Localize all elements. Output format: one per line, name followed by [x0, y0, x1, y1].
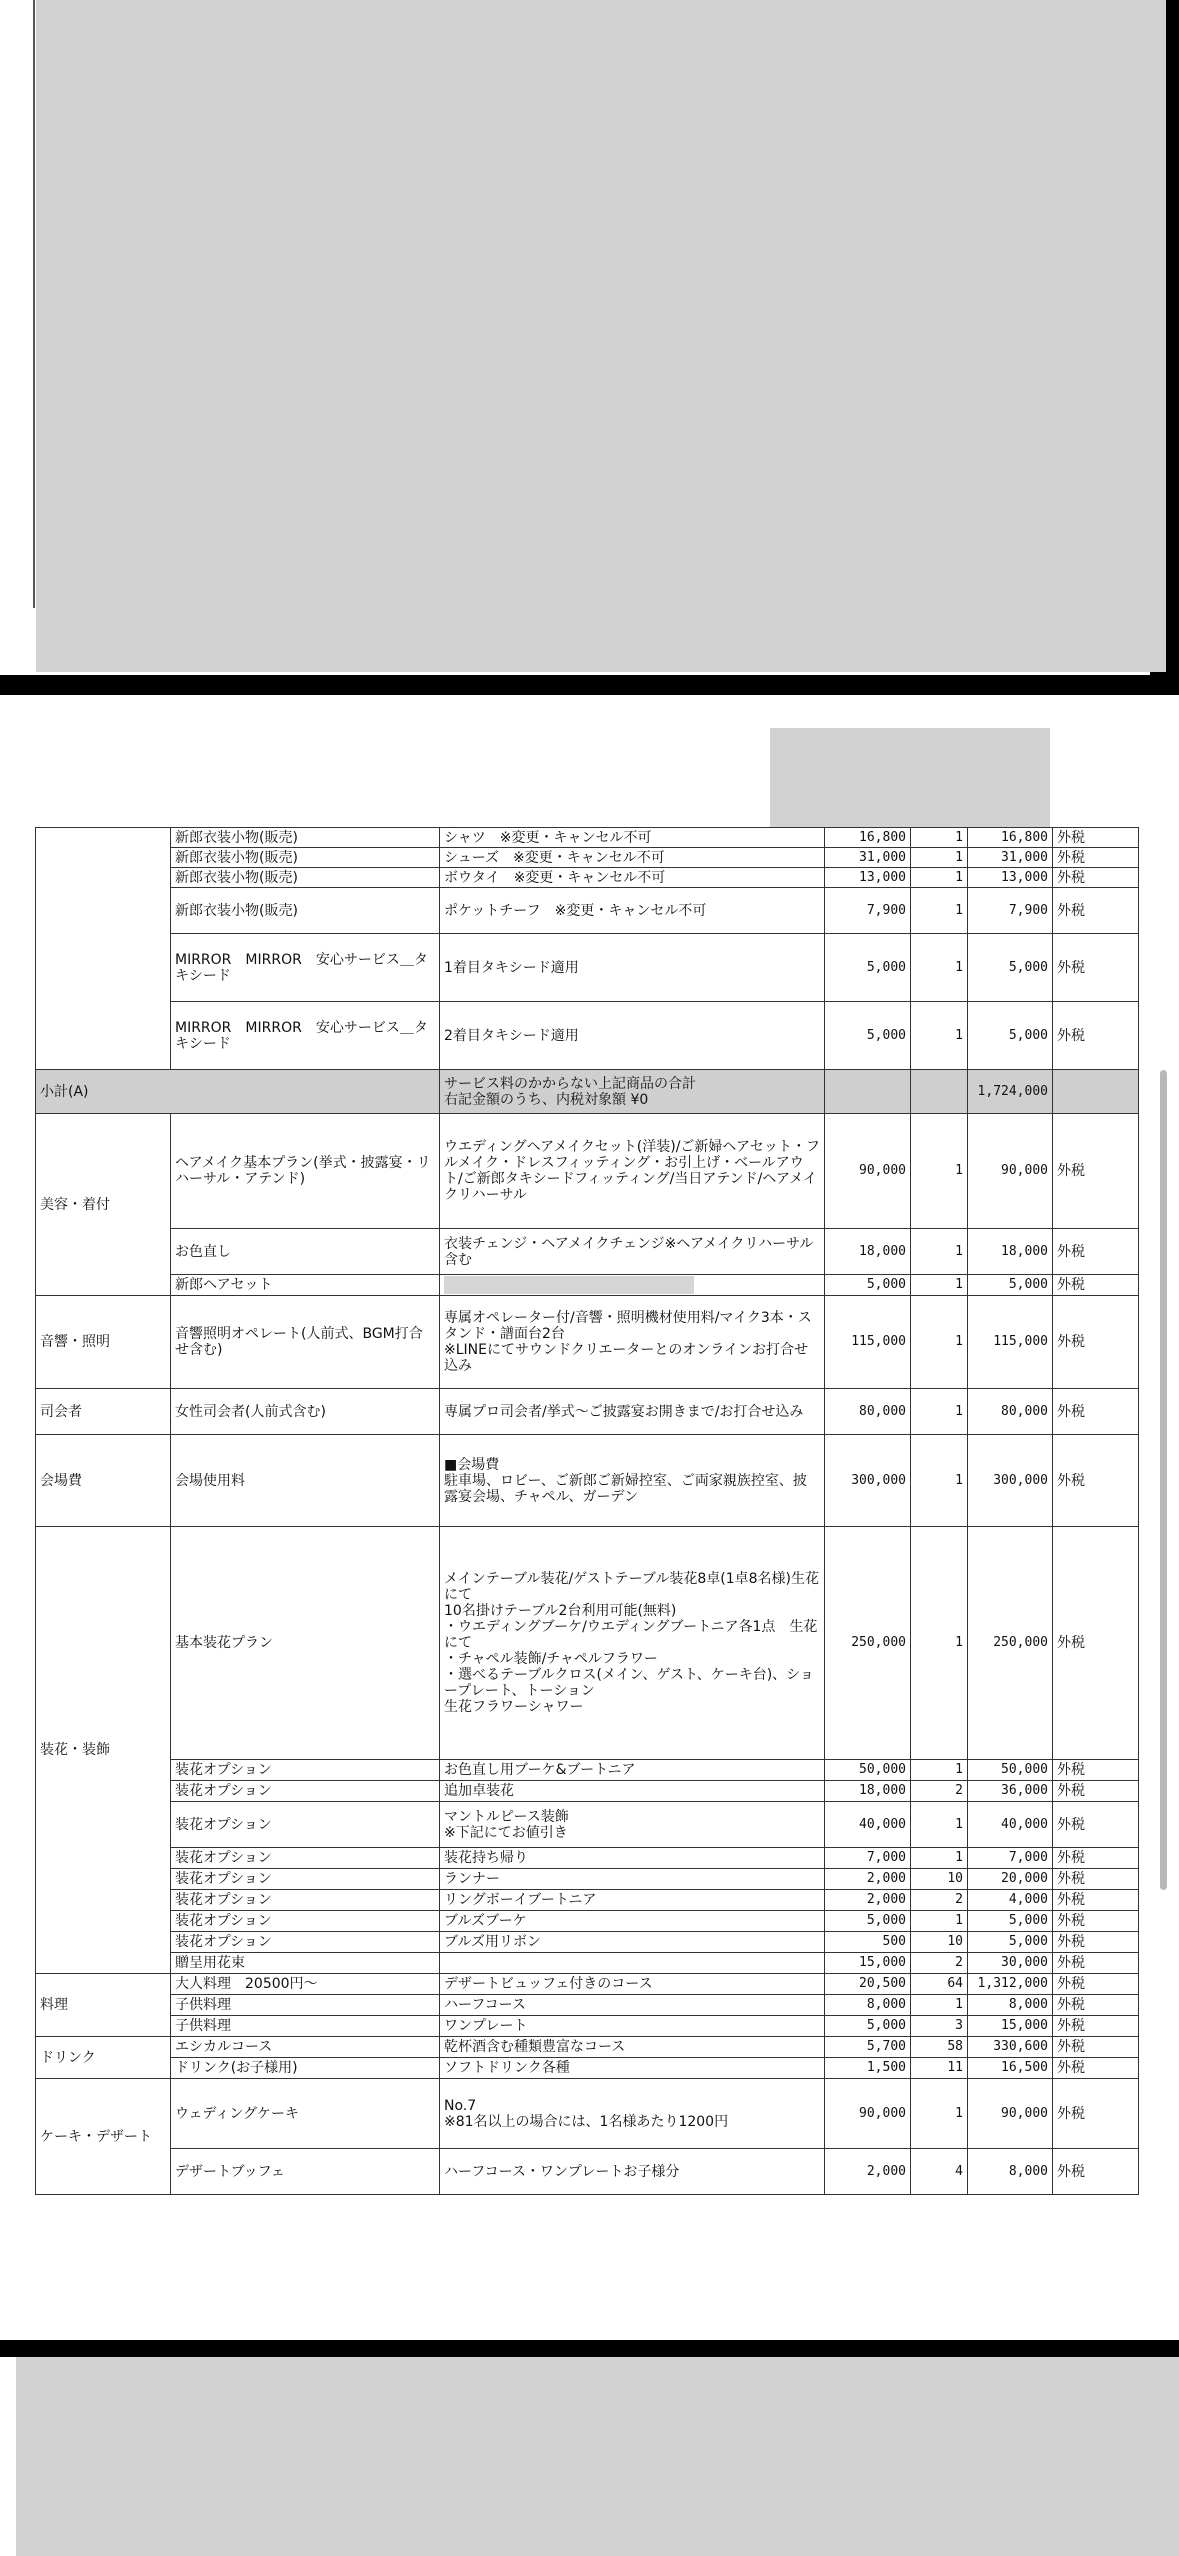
redacted-text: [444, 1276, 694, 1294]
quantity: 1: [911, 1389, 968, 1435]
item-description: ソフトドリンク各種: [440, 2058, 825, 2079]
tax-type: 外税: [1053, 1848, 1139, 1869]
unit-price: 2,000: [825, 1869, 911, 1890]
unit-price: 5,000: [825, 934, 911, 1002]
unit-price: 90,000: [825, 1114, 911, 1229]
amount: 1,312,000: [968, 1974, 1053, 1995]
unit-price: 5,000: [825, 1275, 911, 1296]
table-row: [36, 1781, 1139, 1802]
tax-type: 外税: [1053, 1974, 1139, 1995]
unit-price: 7,000: [825, 1848, 911, 1869]
quantity: 1: [911, 1911, 968, 1932]
category-cell: 会場費: [36, 1435, 171, 1527]
table-row: [36, 1890, 1139, 1911]
item-description: ハーフコース: [440, 1995, 825, 2016]
quantity: 1: [911, 934, 968, 1002]
unit-price: 80,000: [825, 1389, 911, 1435]
tax-type: 外税: [1053, 1389, 1139, 1435]
item-name: 装花オプション: [171, 1932, 440, 1953]
table-row: [36, 1527, 1139, 1760]
item-name: お色直し: [171, 1229, 440, 1275]
amount: 80,000: [968, 1389, 1053, 1435]
quantity: 1: [911, 848, 968, 868]
estimate-table: [35, 827, 1139, 2195]
amount: 8,000: [968, 2149, 1053, 2195]
tax-type: 外税: [1053, 1275, 1139, 1296]
quantity: 1: [911, 828, 968, 848]
quantity: 2: [911, 1953, 968, 1974]
tax-type: 外税: [1053, 1911, 1139, 1932]
amount: 300,000: [968, 1435, 1053, 1527]
amount: 115,000: [968, 1296, 1053, 1389]
item-name: ドリンク(お子様用): [171, 2058, 440, 2079]
tax-type: 外税: [1053, 1002, 1139, 1070]
unit-price: 18,000: [825, 1229, 911, 1275]
unit-price: 50,000: [825, 1760, 911, 1781]
subtotal-description: サービス料のかからない上記商品の合計 右記金額のうち、内税対象額 ¥0: [440, 1070, 825, 1114]
item-name: 新郎ヘアセット: [171, 1275, 440, 1296]
amount: 40,000: [968, 1802, 1053, 1848]
tax-type: 外税: [1053, 1435, 1139, 1527]
table-row: [36, 888, 1139, 934]
item-name: 装花オプション: [171, 1911, 440, 1932]
item-description: 2着目タキシード適用: [440, 1002, 825, 1070]
quantity: 2: [911, 1781, 968, 1802]
amount: 50,000: [968, 1760, 1053, 1781]
quantity: 10: [911, 1869, 968, 1890]
subtotal-tax: [1053, 1070, 1139, 1114]
tax-type: 外税: [1053, 1802, 1139, 1848]
table-row: [36, 828, 1139, 848]
unit-price: 115,000: [825, 1296, 911, 1389]
unit-price: 16,800: [825, 828, 911, 848]
table-row: [36, 1911, 1139, 1932]
subtotal-amount: 1,724,000: [968, 1070, 1053, 1114]
unit-price: 8,000: [825, 1995, 911, 2016]
table-row: [36, 1995, 1139, 2016]
item-description: 乾杯酒含む種類豊富なコース: [440, 2037, 825, 2058]
amount: 15,000: [968, 2016, 1053, 2037]
category-cell: 装花・装飾: [36, 1527, 171, 1974]
item-name: 贈呈用花束: [171, 1953, 440, 1974]
item-name: デザートブッフェ: [171, 2149, 440, 2195]
item-description: ポケットチーフ ※変更・キャンセル不可: [440, 888, 825, 934]
tax-type: 外税: [1053, 1760, 1139, 1781]
category-cell: 司会者: [36, 1389, 171, 1435]
item-description: マントルピース装飾 ※下記にてお値引き: [440, 1802, 825, 1848]
item-name: 装花オプション: [171, 1781, 440, 1802]
unit-price: 1,500: [825, 2058, 911, 2079]
quantity: 1: [911, 888, 968, 934]
quantity: 10: [911, 1932, 968, 1953]
tax-type: 外税: [1053, 2079, 1139, 2149]
table-row: [36, 1848, 1139, 1869]
quantity: 1: [911, 1527, 968, 1760]
table-row: [36, 1435, 1139, 1527]
amount: 30,000: [968, 1953, 1053, 1974]
category-cell: ドリンク: [36, 2037, 171, 2079]
next-page: [0, 2357, 1179, 2556]
estimate-page: [0, 695, 1179, 2340]
tax-type: 外税: [1053, 1781, 1139, 1802]
table-row: [36, 2016, 1139, 2037]
category-cell: ケーキ・デザート: [36, 2079, 171, 2195]
amount: 13,000: [968, 868, 1053, 888]
unit-price: 13,000: [825, 868, 911, 888]
tax-type: 外税: [1053, 1296, 1139, 1389]
item-description: 専属プロ司会者/挙式〜ご披露宴お開きまで/お打合せ込み: [440, 1389, 825, 1435]
redacted-header-block: [770, 728, 1050, 828]
item-name: 装花オプション: [171, 1760, 440, 1781]
item-name: 新郎衣装小物(販売): [171, 848, 440, 868]
amount: 16,500: [968, 2058, 1053, 2079]
item-name: MIRROR MIRROR 安心サービス＿タキシード: [171, 934, 440, 1002]
table-row: [36, 848, 1139, 868]
amount: 4,000: [968, 1890, 1053, 1911]
amount: 16,800: [968, 828, 1053, 848]
quantity: 1: [911, 1114, 968, 1229]
subtotal-qty: [911, 1070, 968, 1114]
tax-type: 外税: [1053, 2149, 1139, 2195]
tax-type: 外税: [1053, 1953, 1139, 1974]
item-description: ブルズブーケ: [440, 1911, 825, 1932]
unit-price: 5,000: [825, 1002, 911, 1070]
item-description: 専属オペレーター付/音響・照明機材使用料/マイク3本・スタンド・譜面台2台 ※LINEにてサウンドクリエーターとのオンラインお打合せ込み: [440, 1296, 825, 1389]
redacted-area: [36, 0, 1166, 672]
amount: 90,000: [968, 2079, 1053, 2149]
item-description: ボウタイ ※変更・キャンセル不可: [440, 868, 825, 888]
item-name: 会場使用料: [171, 1435, 440, 1527]
table-row: [36, 1932, 1139, 1953]
item-description: お色直し用ブーケ&ブートニア: [440, 1760, 825, 1781]
item-description: 装花持ち帰り: [440, 1848, 825, 1869]
item-description: デザートビュッフェ付きのコース: [440, 1974, 825, 1995]
item-description: 衣装チェンジ・ヘアメイクチェンジ※ヘアメイクリハーサル含む: [440, 1229, 825, 1275]
item-description: 追加卓装花: [440, 1781, 825, 1802]
category-cell: 料理: [36, 1974, 171, 2037]
table-row: [36, 934, 1139, 1002]
amount: 250,000: [968, 1527, 1053, 1760]
unit-price: 5,000: [825, 1911, 911, 1932]
item-name: 新郎衣装小物(販売): [171, 868, 440, 888]
quantity: 1: [911, 1229, 968, 1275]
item-name: 基本装花プラン: [171, 1527, 440, 1760]
item-name: ヘアメイク基本プラン(挙式・披露宴・リハーサル・アテンド): [171, 1114, 440, 1229]
quantity: 1: [911, 2079, 968, 2149]
tax-type: 外税: [1053, 1890, 1139, 1911]
quantity: 58: [911, 2037, 968, 2058]
amount: 5,000: [968, 1002, 1053, 1070]
quantity: 1: [911, 1802, 968, 1848]
item-name: 装花オプション: [171, 1848, 440, 1869]
amount: 5,000: [968, 934, 1053, 1002]
item-name: ウェディングケーキ: [171, 2079, 440, 2149]
item-description: ブルズ用リボン: [440, 1932, 825, 1953]
tax-type: 外税: [1053, 1995, 1139, 2016]
amount: 20,000: [968, 1869, 1053, 1890]
quantity: 3: [911, 2016, 968, 2037]
item-name: 新郎衣装小物(販売): [171, 888, 440, 934]
subtotal-price: [825, 1070, 911, 1114]
table-row: [36, 2037, 1139, 2058]
item-name: 装花オプション: [171, 1869, 440, 1890]
amount: 90,000: [968, 1114, 1053, 1229]
item-name: エシカルコース: [171, 2037, 440, 2058]
table-row: [36, 1953, 1139, 1974]
quantity: 1: [911, 1435, 968, 1527]
table-row: [36, 1114, 1139, 1229]
category-cell: [36, 828, 171, 1070]
amount: 5,000: [968, 1911, 1053, 1932]
unit-price: 7,900: [825, 888, 911, 934]
page-border-line: [33, 0, 35, 608]
unit-price: 500: [825, 1932, 911, 1953]
category-cell: 美容・着付: [36, 1114, 171, 1296]
unit-price: 40,000: [825, 1802, 911, 1848]
previous-page: [0, 0, 1150, 675]
table-row: [36, 1974, 1139, 1995]
table-row: [36, 1869, 1139, 1890]
quantity: 64: [911, 1974, 968, 1995]
table-row: [36, 1296, 1139, 1389]
item-name: 大人料理 20500円〜: [171, 1974, 440, 1995]
table-row: [36, 868, 1139, 888]
amount: 8,000: [968, 1995, 1053, 2016]
quantity: 11: [911, 2058, 968, 2079]
unit-price: 5,000: [825, 2016, 911, 2037]
quantity: 4: [911, 2149, 968, 2195]
item-description: ウエディングヘアメイクセット(洋装)/ご新婦ヘアセット・フルメイク・ドレスフィッティング・お引上げ・ベールアウト/ご新郎タキシードフィッティング/当日アテンド/ヘアメイクリハーサル: [440, 1114, 825, 1229]
item-name: 子供料理: [171, 2016, 440, 2037]
item-description: ■会場費 駐車場、ロビー、ご新郎ご新婦控室、ご両家親族控室、披露宴会場、チャペル、ガーデン: [440, 1435, 825, 1527]
tax-type: 外税: [1053, 2058, 1139, 2079]
tax-type: 外税: [1053, 2016, 1139, 2037]
unit-price: 5,700: [825, 2037, 911, 2058]
unit-price: 90,000: [825, 2079, 911, 2149]
redacted-area: [16, 2357, 1179, 2556]
tax-type: 外税: [1053, 1229, 1139, 1275]
unit-price: 18,000: [825, 1781, 911, 1802]
category-cell: 音響・照明: [36, 1296, 171, 1389]
tax-type: 外税: [1053, 934, 1139, 1002]
tax-type: 外税: [1053, 2037, 1139, 2058]
item-description: ワンプレート: [440, 2016, 825, 2037]
amount: 18,000: [968, 1229, 1053, 1275]
item-description: ハーフコース・ワンプレートお子様分: [440, 2149, 825, 2195]
amount: 5,000: [968, 1932, 1053, 1953]
unit-price: 250,000: [825, 1527, 911, 1760]
unit-price: 2,000: [825, 1890, 911, 1911]
table-row: [36, 1229, 1139, 1275]
item-name: 装花オプション: [171, 1802, 440, 1848]
unit-price: 15,000: [825, 1953, 911, 1974]
item-name: 新郎衣装小物(販売): [171, 828, 440, 848]
item-description: リングボーイブートニア: [440, 1890, 825, 1911]
item-name: MIRROR MIRROR 安心サービス＿タキシード: [171, 1002, 440, 1070]
subtotal-label: 小計(A): [36, 1070, 440, 1114]
unit-price: 2,000: [825, 2149, 911, 2195]
unit-price: 31,000: [825, 848, 911, 868]
unit-price: 300,000: [825, 1435, 911, 1527]
quantity: 1: [911, 1296, 968, 1389]
item-description: シャツ ※変更・キャンセル不可: [440, 828, 825, 848]
item-description: シューズ ※変更・キャンセル不可: [440, 848, 825, 868]
table-row: [36, 1802, 1139, 1848]
scrollbar[interactable]: [1160, 1070, 1167, 1890]
tax-type: 外税: [1053, 868, 1139, 888]
table-row: [36, 1275, 1139, 1296]
item-description: [440, 1953, 825, 1974]
item-description: No.7 ※81名以上の場合には、1名様あたり1200円: [440, 2079, 825, 2149]
table-row: [36, 1389, 1139, 1435]
quantity: 1: [911, 1002, 968, 1070]
tax-type: 外税: [1053, 888, 1139, 934]
item-name: 女性司会者(人前式含む): [171, 1389, 440, 1435]
quantity: 1: [911, 1275, 968, 1296]
amount: 31,000: [968, 848, 1053, 868]
table-row: [36, 1002, 1139, 1070]
item-name: 子供料理: [171, 1995, 440, 2016]
quantity: 1: [911, 1760, 968, 1781]
quantity: 1: [911, 1995, 968, 2016]
unit-price: 20,500: [825, 1974, 911, 1995]
amount: 330,600: [968, 2037, 1053, 2058]
table-row: [36, 1760, 1139, 1781]
item-name: 装花オプション: [171, 1890, 440, 1911]
item-name: 音響照明オペレート(人前式、BGM打合せ含む): [171, 1296, 440, 1389]
item-description: [440, 1275, 825, 1296]
subtotal-row: [36, 1070, 1139, 1114]
tax-type: 外税: [1053, 828, 1139, 848]
tax-type: 外税: [1053, 1114, 1139, 1229]
tax-type: 外税: [1053, 1869, 1139, 1890]
tax-type: 外税: [1053, 1932, 1139, 1953]
item-description: ランナー: [440, 1869, 825, 1890]
amount: 7,900: [968, 888, 1053, 934]
tax-type: 外税: [1053, 1527, 1139, 1760]
item-description: メインテーブル装花/ゲストテーブル装花8卓(1卓8名様)生花にて 10名掛けテーブル2台利用可能(無料) ・ウエディングブーケ/ウエディングブートニア各1点 生花にて ・チャペル装飾/チャペルフラワー ・選べるテーブルクロス(メイン、ゲスト、ケーキ台)、ショープレート、トーション 生花フラワーシャワー: [440, 1527, 825, 1760]
item-description: 1着目タキシード適用: [440, 934, 825, 1002]
amount: 36,000: [968, 1781, 1053, 1802]
quantity: 1: [911, 1848, 968, 1869]
quantity: 1: [911, 868, 968, 888]
amount: 7,000: [968, 1848, 1053, 1869]
table-row: [36, 2058, 1139, 2079]
amount: 5,000: [968, 1275, 1053, 1296]
quantity: 2: [911, 1890, 968, 1911]
table-row: [36, 2079, 1139, 2149]
table-row: [36, 2149, 1139, 2195]
tax-type: 外税: [1053, 848, 1139, 868]
